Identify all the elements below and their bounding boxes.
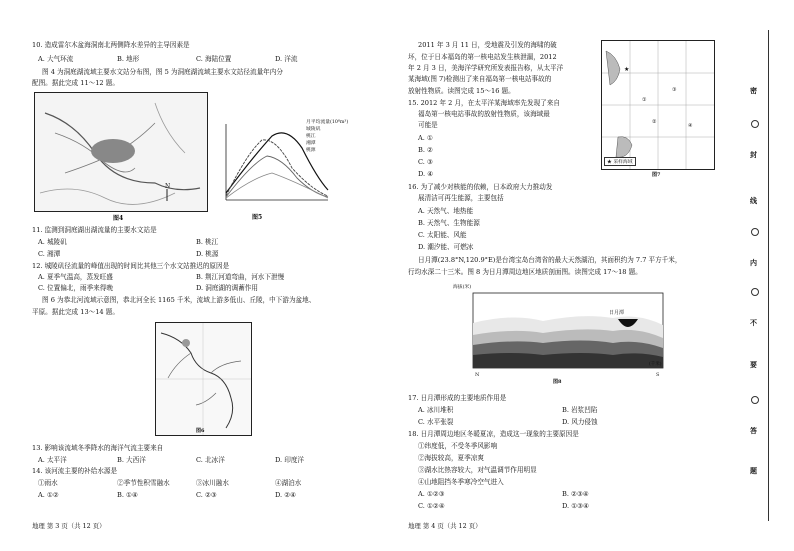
q16-stem-line1: 16. 为了减少对核能的依赖，日本政府大力推动发	[408, 183, 553, 191]
q14-option-a: A. ①②	[38, 491, 59, 499]
star-icon: ★	[607, 160, 612, 165]
left-page	[0, 0, 390, 551]
q14-option-b: B. ①④	[117, 491, 138, 499]
q16-option-c: C. 太阳能、风能	[418, 231, 467, 239]
figure-6-map	[155, 322, 252, 436]
figure-5-legend-title: 月平均流量(10⁸m³)	[306, 120, 349, 125]
q17-option-c: C. 水平张裂	[418, 418, 454, 426]
figure-8-axis-label: 海拔(米)	[453, 285, 472, 290]
q11-option-c: C. 湘潭	[38, 250, 61, 258]
q10-stem: 10. 造成雷尔木盆海洞南北两侧降水差异的主导因素是	[32, 41, 190, 49]
q16-stem-line2: 展清洁可再生能源，主要包括	[418, 194, 504, 202]
q18-item-4: ④山地阻挡冬季寒冷空气进入	[418, 478, 504, 486]
intro-fig45-line2: 配图。据此完成 11～12 题。	[32, 79, 119, 87]
q15-option-b: B. ②	[418, 146, 433, 154]
figure-8-x-unit: (千米)	[649, 362, 662, 367]
right-page-footer: 地理 第 4 页（共 12 页）	[408, 522, 482, 530]
intro-fig7-line4: 某海域(图 7)检测出了来自福岛第一核电站事故的	[408, 75, 552, 83]
q11-option-b: B. 桃江	[196, 238, 219, 246]
svg-text:②: ②	[652, 119, 657, 125]
q13-option-d: D. 印度洋	[275, 456, 305, 464]
figure-7-legend-label: 采样海域	[613, 160, 633, 165]
margin-char: 要	[750, 360, 757, 369]
intro-fig7-line1: 2011 年 3 月 11 日，受地震及引发的海啸的破	[418, 41, 557, 49]
q14-item-4: ④湖泊水	[275, 479, 302, 487]
figure-5-legend-item: 桃源	[306, 148, 316, 153]
figure-4-caption: 图4	[113, 215, 124, 222]
q14-option-d: D. ②④	[275, 491, 297, 499]
q16-option-a: A. 天然气、地热能	[418, 207, 474, 215]
margin-circle	[751, 120, 759, 128]
q18-option-d: D. ①③④	[562, 502, 589, 510]
svg-text:S: S	[656, 372, 660, 378]
q14-stem: 14. 该河流主要的补给水源是	[32, 467, 118, 475]
svg-text:①: ①	[642, 97, 647, 103]
margin-char: 不	[750, 318, 757, 327]
svg-text:③: ③	[672, 87, 677, 93]
margin-char: 线	[750, 196, 757, 205]
q11-option-d: D. 桃源	[196, 250, 219, 258]
figure-5-caption: 图5	[252, 214, 263, 221]
intro-fig8-line1: 日月潭(23.8°N,120.9°E)是台湾宝岛台湾省的最大天然湖泊，其面积约为 7.7 平方千米，	[418, 256, 682, 264]
q14-option-c: C. ②③	[196, 491, 217, 499]
q12-option-d: D. 洞庭湖的调蓄作用	[196, 284, 258, 292]
q18-option-a: A. ①②③	[418, 490, 445, 498]
q14-item-3: ③冰川融水	[196, 479, 229, 487]
svg-text:④: ④	[688, 123, 693, 129]
intro-fig6-line2: 平原。据此完成 13～14 题。	[32, 308, 119, 316]
figure-8-caption: 图8	[553, 379, 562, 385]
figure-5-legend-item: 湘潭	[306, 141, 316, 146]
margin-circle	[751, 396, 759, 404]
margin-char: 封	[750, 150, 757, 159]
margin-char: 密	[750, 86, 757, 95]
figure-8-drawing	[453, 283, 673, 378]
q11-stem: 11. 监测到洞庭湖出湖流量的主要水文站是	[32, 226, 157, 234]
left-page-footer: 地理 第 3 页（共 12 页）	[32, 522, 106, 530]
q15-stem-line1: 15. 2012 年 2 月，在太平洋某海域率先发现了来自	[408, 99, 560, 107]
q18-item-2: ②海拔较高，夏季凉爽	[418, 454, 484, 462]
q17-option-b: B. 岩浆凹陷	[562, 406, 598, 414]
figure-7-legend	[604, 157, 636, 166]
q15-stem-line3: 可能是	[418, 121, 438, 129]
q18-option-b: B. ②③④	[562, 490, 589, 498]
q10-option-a: A. 大气环流	[38, 55, 74, 63]
q18-item-3: ③湖水比热容较大，对气温调节作用明显	[418, 466, 537, 474]
figure-7-drawing	[602, 41, 714, 169]
q18-stem: 18. 日月潭周边地区冬暖夏凉，造成这一现象的主要原因是	[408, 430, 579, 438]
q10-option-c: C. 海陆位置	[196, 55, 232, 63]
figure-8-lake-label: 日月潭	[609, 310, 625, 316]
margin-circle	[751, 228, 759, 236]
q15-option-c: C. ③	[418, 158, 433, 166]
q13-option-c: C. 北冰洋	[196, 456, 225, 464]
q18-item-1: ①纬度低，不受冬季风影响	[418, 442, 498, 450]
q13-option-b: B. 大西洋	[117, 456, 146, 464]
q13-stem: 13. 影响该流域冬季降水的海洋气流主要来自	[32, 444, 164, 452]
q11-option-a: A. 城陵矶	[38, 238, 67, 246]
figure-6-caption: 图6	[196, 428, 205, 434]
intro-fig7-line3: 年 2 月 3 日，美海洋学研究所发表报告称，从太平洋	[408, 64, 564, 72]
intro-fig45-line1: 图 4 为洞庭湖流域主要水文站分布图，图 5 为洞庭湖流域主要水文站径流量年内分	[42, 68, 283, 76]
figure-8-section	[453, 283, 673, 385]
q12-option-c: C. 位置偏北，雨季来得晚	[38, 284, 113, 292]
q15-option-d: D. ④	[418, 170, 434, 178]
margin-char: 内	[750, 258, 757, 267]
q17-option-d: D. 风力侵蚀	[562, 418, 598, 426]
figure-5-legend	[306, 118, 348, 153]
figure-4-map	[34, 92, 208, 222]
svg-text:N: N	[165, 183, 171, 190]
q12-option-a: A. 夏季气温高，蒸发旺盛	[38, 273, 113, 281]
figure-7-map	[601, 40, 715, 178]
binding-line	[768, 30, 769, 521]
q10-option-b: B. 地形	[117, 55, 140, 63]
q17-option-a: A. 冰川堆积	[418, 406, 454, 414]
q14-item-1: ①雨水	[38, 479, 58, 487]
figure-4-drawing	[35, 93, 207, 211]
right-page	[398, 0, 728, 551]
q16-option-b: B. 天然气、生物能源	[418, 219, 480, 227]
figure-7-caption: 图7	[652, 172, 661, 178]
q10-option-d: D. 洋流	[275, 55, 298, 63]
figure-5-legend-item: 桃江	[306, 134, 316, 139]
figure-6-drawing	[156, 323, 251, 435]
intro-fig6-line1: 图 6 为恭北河流域示意图，恭北河全长 1165 千米，流域上游多低山、丘陵，中下游为盆地、	[42, 296, 316, 304]
svg-text:★: ★	[624, 66, 630, 73]
binding-margin	[730, 0, 794, 551]
q16-option-d: D. 潮汐能、可燃冰	[418, 243, 474, 251]
intro-fig8-line2: 行均水深二十三米。图 8 为日月潭周边地区地质剖面图。读图完成 17～18 题。	[408, 268, 642, 276]
margin-circle	[751, 288, 759, 296]
margin-char: 题	[750, 466, 757, 475]
q12-option-b: B. 荆江河道弯曲，河水下泄慢	[196, 273, 285, 281]
margin-char: 答	[750, 426, 757, 435]
q17-stem: 17. 日月潭形成的主要地质作用是	[408, 394, 507, 402]
intro-fig7-line5: 放射性物质。读图完成 15～16 题。	[408, 87, 515, 95]
figure-5-legend-item: 城陵矶	[306, 127, 321, 132]
intro-fig7-line2: 坏，位于日本福岛的第一核电站发生核泄漏，2012	[408, 53, 557, 61]
q13-option-a: A. 太平洋	[38, 456, 67, 464]
q12-stem: 12. 城陵矶径流量的峰值出现的时间比其他三个水文站推迟的原因是	[32, 262, 230, 270]
q18-option-c: C. ①②④	[418, 502, 445, 510]
q15-stem-line2: 福岛第一核电站事故的放射性物质，该海域最	[418, 110, 550, 118]
q14-item-2: ②季节性积雪融水	[117, 479, 170, 487]
svg-text:N: N	[475, 372, 480, 378]
q15-option-a: A. ①	[418, 134, 433, 142]
